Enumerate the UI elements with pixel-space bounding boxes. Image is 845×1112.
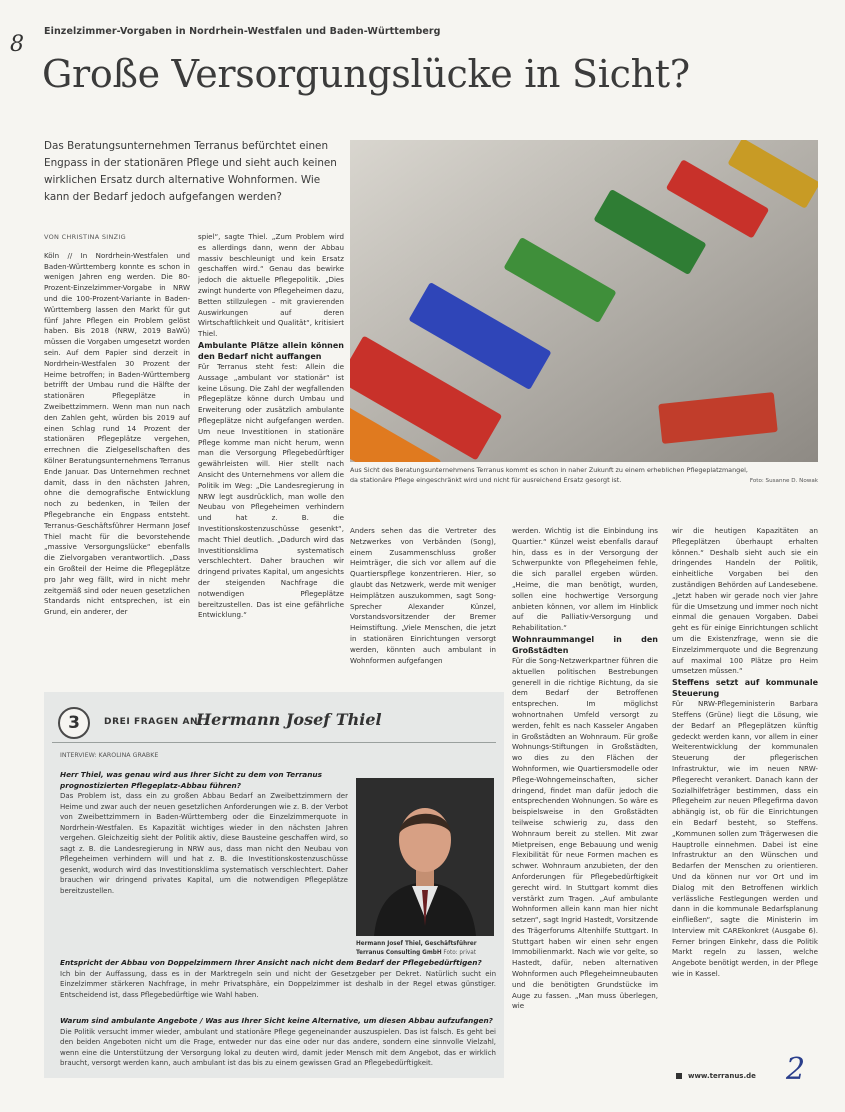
kicker: Einzelzimmer-Vorgaben in Nordrhein-Westfalen und Baden-Württemberg (44, 26, 441, 37)
article-column-5 (672, 526, 818, 1056)
square-bullet-icon (676, 1073, 682, 1079)
interview-block-2 (60, 958, 496, 1000)
byline: VON CHRISTINA SINZIG (44, 233, 126, 241)
subhead-steffens: Steffens setzt auf kommunale Steuerung (672, 678, 818, 699)
column-4-text-bottom: Für die Song-Netzwerkpartner führen die aktuellen politischen Bestrebungen generell in die richtige Richtung, da sie dem Bedarf der Betroffenen entsprechen. Im möglichst wohnortnahen Umfeld versorgt zu werden, fehlt es nach Kasseler Angaben in Großstädten an Wohnraum. Für große Wohnungs-Stiftungen in Großstädten, wo dies zu den Flächen der Wohnformen, wie Quartiersmodelle oder Pflege-Wohngemeinschaften, sicher dringend, findet man dafür jedoch die entsprechenden Wohnungen. So wäre es beispielsweise in den Großstädten teilweise schwierig zu, dass den Wohnraum bereit zu stellen. Mit zwar Mietpreisen, enge Bebauung und wenig Flexibilität für neue Formen machen es schwer. Wohnraum anzubieten, der den Anforderungen für Pflegebedürftigkeit gerecht wird. In Stuttgart kommt dies verstärkt zum Tragen. „Auf ambulante Wohnformen allein kann man hier nicht setzen“, sagt Ingrid Hastedt, Vorsitzende des Trägerforums Altenhilfe Stuttgart. In Stuttgart haben wir einen sehr engen Immobilienmarkt. Nach wie vor gelte, so Hastedt, dafür, neben alternativen Wohnformen auch Pflegeheimneubauten und die benötigten Grundstücke im Auge zu fassen. „Man muss überlegen, wie (512, 655, 658, 1011)
column-5-text-bottom: Für NRW-Pflegeministerin Barbara Steffens (Grüne) liegt die Lösung, wie der Bedarf an Pflegeplätzen künftig gedeckt werden kann, vor allem in einer Weiterentwicklung der kommunalen Steuerung der pflegerischen Infrastruktur, wie im neuen NRW-Pflegerecht verankert. Danach kann der Sozialhilfeträger bestimmen, dass ein Pflegeheim zur neuen Pflegefirma davon abhängig ist, ob für die Einrichtungen ein Bedarf besteht, so Steffens. „Kommunen sollen zum Trägerwesen die Hauptrolle einnehmen. Dabei ist eine Infrastruktur an den Wünschen und Bedarfen der Menschen zu orientieren. Und da können nur vor Ort und im Dialog mit den Betroffenen wirklich verlässliche Festlegungen werden und dann in die kommunale Bedarfsplanung einfließen“, sagte die Ministerin im Interview mit CAREkonkret (Ausgabe 6). Ferner bringen Einkehr, dass die Politik Markt regeln zu lassen, welche Angebote benötigt werden, in der Pflege wie in Kassel. (672, 699, 818, 979)
interview-block-3 (60, 1016, 496, 1069)
intro-text: Das Beratungsunternehmen Terranus befürchtet einen Engpass in der stationären Pflege und sieht auch keinen wirklichen Ersatz durch alternative Wohnformen. Wie kann der Bedarf jedoch aufgefangen werden? (44, 140, 337, 203)
portrait-caption-line-2 (356, 949, 496, 958)
column-2-text-top: spiel“, sagte Thiel. „Zum Problem wird es allerdings dann, wenn der Abbau massiv beschleunigt und kein Ersatz geschaffen wird.“ Genau das bewirke jedoch die aktuelle Pflegepolitik. „Dies zwingt hunderte von Pflegeheimen dazu, Betten stillzulegen – mit gravierenden Auswirkungen auf deren Wirtschaftlichkeit und Qualität“, kritisiert Thiel. (198, 232, 344, 339)
answer-1: Das Problem ist, dass ein zu großen Abbau Bedarf an Zweibettzimmern der Heime und zwar auch der neuen gesetzlichen Anforderungen wie z. B. der Verbot von Zweibettzimmern in Baden-Württemberg oder die Einzelzimmerquote in Nordrhein-Westfalen. Es Kapazität wichtiges wieder in den nächsten Jahren vergehen. Gleichzeitig sieht der Politik aktiv, diese Bausteine geschaffen wird, so sagt z. B. die Landesregierung in NRW aus, dass man nicht den Neubau von Pflegeheimen verhindern will und hat z. B. die Investitionskostenzuschüsse gesenkt, wodurch wird das Investitionsklima systematisch verschlechtert. Daher brauchen wir dringend privates Kapital, um die notwendigen Pflegeplätze bereitzustellen. (60, 792, 348, 895)
interview-byline: INTERVIEW: KAROLINA GRABKE (60, 752, 159, 759)
question-1: Herr Thiel, was genau wird aus Ihrer Sicht zu dem von Terranus prognostizierten Pflegeplatz-Abbau führen? (60, 770, 322, 790)
interviewee-name: Hermann Josef Thiel (196, 710, 382, 729)
article-photo (350, 140, 818, 462)
interview-block-1 (60, 770, 348, 896)
subhead-wohnraum: Wohnraummangel in den Großstädten (512, 634, 658, 655)
footer-url[interactable] (676, 1072, 756, 1080)
photo-caption (350, 466, 818, 485)
article-column-4 (512, 526, 658, 1066)
portrait-credit: Foto: privat (443, 949, 477, 956)
article-column-1 (44, 232, 190, 672)
article-column-2 (198, 232, 344, 672)
caption-line-2: da stationäre Pflege eingeschränkt wird und nicht für ausreichend Ersatz gesorgt ist. (350, 475, 622, 484)
portrait-caption (356, 940, 496, 957)
portrait-caption-line-1: Hermann Josef Thiel, Geschäftsführer (356, 941, 477, 947)
question-2: Entspricht der Abbau von Doppelzimmern Ihrer Ansicht nach nicht dem Bedarf der Pflegebedürftigen? (60, 958, 482, 967)
footer-url-text: www.terranus.de (688, 1072, 756, 1080)
photo-credit: Foto: Susanne D. Nowak (749, 478, 818, 484)
column-4-text-top: werden. Wichtig ist die Einbindung ins Quartier.“ Künzel weist ebenfalls darauf hin, dass es in der Versorgung der Schwerpunkte von Pflegeheimen fehle, die sich parallel ergeben würden. „Heime, die man benötigt, wurden, sollen eine hochwertige Versorgung anbieten können, vor allem im Hinblick auf die Palliativ-Versorgung und Rehabilitation.“ (512, 526, 658, 633)
box-label: DREI FRAGEN AN: (104, 717, 203, 727)
article-column-3 (350, 526, 496, 666)
question-3: Warum sind ambulante Angebote / Was aus Ihrer Sicht keine Alternative, um diesen Abbau aufzufangen? (60, 1016, 493, 1025)
caption-line-1: Aus Sicht des Beratungsunternehmens Terranus kommt es schon in naher Zukunft zu einem erheblichen Pflegeplatzmangel, (350, 466, 748, 474)
column-5-text-top: wir die heutigen Kapazitäten an Pflegeplätzen überhaupt erhalten können.“ Deshalb sieht auch sie ein dringendes Handeln der Politik, einheitliche Vorgaben bei den zuständigen Behörden auf Landesebene. „Jetzt haben wir gerade noch vier Jahre für die Umsetzung und immer noch nicht einmal die genauen Vorgaben. Dabei geht es für einige Einrichtungen schlicht um die Existenzfrage, wenn sie die Einzelzimmerquote und die Begrenzung auf maximal 100 Plätze pro Heim umsetzen müssen.“ (672, 526, 818, 676)
handwritten-page-mark: 2 (786, 1052, 806, 1087)
box-divider (52, 742, 496, 743)
box-number-badge: 3 (58, 707, 90, 739)
subhead-ambulante: Ambulante Plätze allein können den Bedarf nicht auffangen (198, 340, 344, 361)
answer-3: Die Politik versucht immer wieder, ambulant und stationäre Pflege gegeneinander auszuspielen. Das ist falsch. Es geht bei den beiden Angeboten nicht um die Frage, entweder nur das eine oder nur das andere, sondern eine sinnvolle Vielzahl, wenn eine die Unterstützung der Versorgung lokal zu deuten wird, damit jeder Mensch mit dem Angebot, das er wirklich braucht, versorgt werden kann, auch ambulant ist das bis zu einem gewissen Grad an Pflegebedürftigkeit. (60, 1027, 496, 1067)
handwritten-mark: 8 (10, 32, 24, 57)
column-3-text: Anders sehen das die Vertreter des Netzwerkes von Verbänden (Song), einem Zusammenschluss großer Heimträger, die sich vor allem auf die Quartierspflege konzentrieren. Hier, so glaubt das Netzwerk, werde mit weniger Heimplätzen auszukommen, sagt Song-Sprecher Alexander Künzel, Vorstandsvorsitzender der Bremer Heimstiftung. „Viele Menschen, die jetzt in stationären Einrichtungen versorgt werden, könnten auch ambulant in Wohnformen aufgefangen (350, 526, 496, 665)
answer-2: Ich bin der Auffassung, dass es in der Marktregeln sein und nicht der Gesetzgeber per Dekret. Natürlich sucht ein Einzelzimmer stärkeren Nachfrage, in mehr Privatsphäre, ein Doppelzimmer ist deshalb in der Regel etwas günstiger. Entscheidend ist, dass Pflegebedürftige wie Wahl haben. (60, 969, 496, 999)
headline: Große Versorgungslücke in Sicht? (42, 52, 690, 96)
portrait-caption-company: Terranus Consulting GmbH (356, 949, 442, 956)
interviewee-portrait (356, 778, 494, 936)
column-2-text-bottom: Für Terranus steht fest: Allein die Aussage „ambulant vor stationär“ ist keine Lösung. Die Zahl der wegfallenden Pflegeplätze könne durch Umbau und Erweiterung oder zusätzlich ambulante Pflegeplätze nicht aufgefangen werden. Um neue Investitionen in stationäre Pflege komme man nicht herum, wenn man die Versorgung Pflegebedürftiger gewährleisten will. Hier stellt nach Ansicht des Unternehmens vor allem die Politik im Weg: „Die Landesregierung in NRW legt ausdrücklich, man wolle den Neubau von Pflegeheimen verhindern und hat z. B. die Investitionskostenzuschüsse gesenkt“, macht Thiel deutlich. „Dadurch wird das Investitionsklima systematisch verschlechtert. Daher brauchen wir dringend privates Kapital, um angesichts der steigenden Nachfrage die notwendigen Pflegeplätze bereitzustellen. Das ist eine gefährliche Entwicklung.“ (198, 361, 344, 620)
column-1-text: Köln // In Nordrhein-Westfalen und Baden-Württemberg konnte es schon in wenigen Jahren eng werden. Die 80-Prozent-Einzelzimmer-Vorgabe in NRW und die 100-Prozent-Variante in Baden-Württemberg lassen den Markt für gut fünf Jahre Pflegen ein Problem gelöst haben. Bis 2018 (NRW, 2019 BaWü) müssen die Vorgaben umgesetzt worden sein. Auf dem Papier sind derzeit in Nordrhein-Westfalen 30 Prozent der Heime betroffen; in Baden-Württemberg betrifft der Umbau rund die Hälfte der stationären Pflegeplätze in Zweibettzimmern. Wenn man nun nach den Zahlen geht, würden bis 2019 auf einen Schlag rund 14 Prozent der stationären Pflegeplätze vergehen, errechnen die Zielgesellschaften des Kölner Beratungsunternehmens Terranus Ende Januar. Das Unternehmen rechnet damit, dass in den nächsten Jahren, ohne die demografische Entwicklung noch zu bedenken, in Teilen der Pflegebranche ein Engpass entsteht. Terranus-Geschäftsführer Hermann Josef Thiel macht für die bevorstehende „massive Versorgungslücke“ ebenfalls die Zielvorgaben verantwortlich. „Dass ein Großteil der Heime die Pflegeplätze pro Jahr weg fällt, wird in nicht mehr zeitgemäß sind oder neuen gesetzlichen Standards nicht entsprechen, ist ein Grund, ein anderer, der (44, 250, 190, 617)
